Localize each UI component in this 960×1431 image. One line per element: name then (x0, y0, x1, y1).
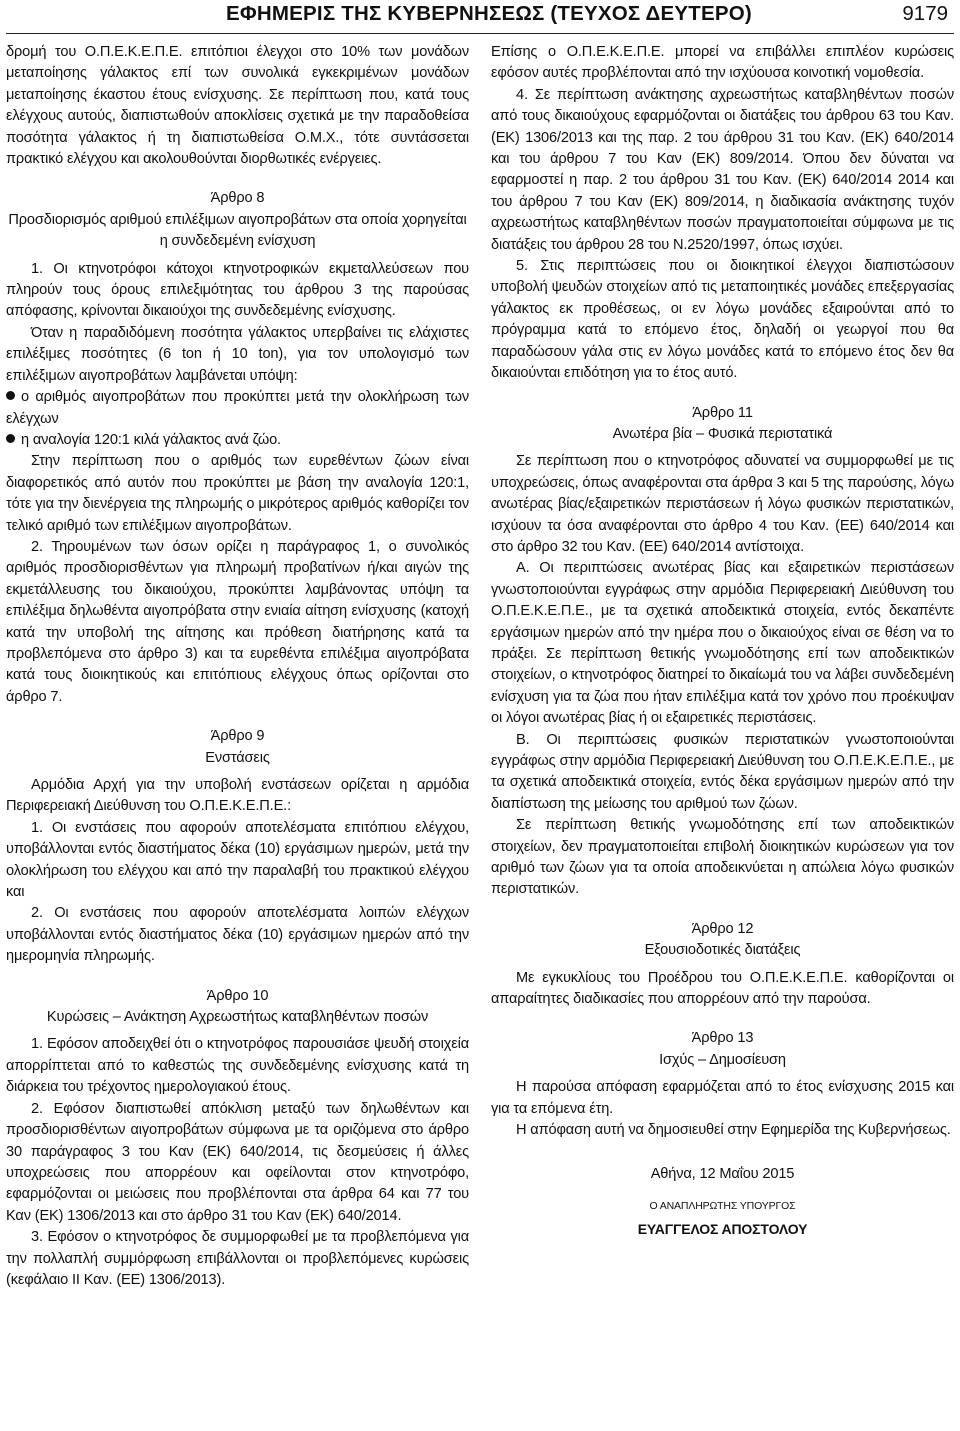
paragraph: 2. Τηρουμένων των όσων ορίζει η παράγραφος 1, ο συνολικός αριθμός προσδιορισθέντων για πληρωμή προβατίνων ή/και αιγών της εκμετάλλευσης του δικαιούχου, προκύπτει λαμβάνοντας υπόψη τα επιλέξιμα δηλωθέντα αιγοπρόβατα στην ενιαία αίτηση ενίσχυσης (κατοχή κατά την υποβολή της αίτησης και πρόθεση διατήρησης κατά τα προβλεπόμενα στο άρθρο 3) και τα ευρεθέντα επιλέξιμα αιγοπρόβατα κατά τους διοικητικούς και επιτόπιους ελέγχους όπως ορίζονται στο άρθρο 7. (6, 538, 469, 705)
article-10-heading (6, 986, 469, 1029)
article-number: Άρθρο 11 (692, 404, 753, 421)
article-9-heading (6, 726, 469, 769)
left-column (6, 42, 469, 1291)
article-11-heading (491, 403, 954, 446)
paragraph: 2. Εφόσον διαπιστωθεί απόκλιση μεταξύ των δηλωθέντων και προσδιορισθέντων αιγοπροβάτων σύμφωνα με τα οριζόμενα στο άρθρο 30 παράγραφος 3 του Καν (ΕΚ) 640/2014, τις δεσμεύσεις ή άλλες υποχρεώσεις που απορρέουν και οφείλονται στον κτηνοτρόφο, εφαρμόζονται οι μειώσεις που προβλέπονται στα άρθρα 64 και 77 του Καν (ΕΚ) 1306/2013 και στο άρθρο 31 του Καν (ΕΚ) 640/2014. (6, 1100, 469, 1224)
article-title: Ισχύς – Δημοσίευση (659, 1051, 786, 1068)
bullet-icon (6, 434, 15, 443)
paragraph: Η παρούσα απόφαση εφαρμόζεται από το έτος ενίσχυσης 2015 και για τα επόμενα έτη. (491, 1079, 954, 1117)
article-title: Εξουσιοδοτικές διατάξεις (644, 942, 801, 959)
paragraph: 1. Οι κτηνοτρόφοι κάτοχοι κτηνοτροφικών εκμεταλλεύσεων που πληρούν τους όρους επιλεξιμότητας του άρθρου 3 της παρούσας απόφασης, κρίνονται δικαιούχοι της συνδεδεμένης ενίσχυσης. (6, 260, 469, 320)
article-title: Προσδιορισμός αριθμού επιλέξιμων αιγοπροβάτων στα οποία χορηγείται η συνδεδεμένη ενίσχυση (8, 211, 467, 250)
bullet-item (6, 430, 469, 451)
bullet-item (6, 387, 469, 430)
bullet-icon (6, 391, 15, 400)
paragraph: Όταν η παραδιδόμενη ποσότητα γάλακτος υπερβαίνει τις ελάχιστες επιλέξιμες ποσότητες (6 ton ή 10 ton), για τον υπολογισμό των επιλέξιμων αιγοπροβάτων λαμβάνεται υπόψη: (6, 324, 469, 384)
paragraph: Σε περίπτωση θετικής γνωμοδότησης επί των αποδεικτικών στοιχείων, δεν πραγματοποιείται επιβολή διοικητικών κυρώσεων για τον αριθμό των ζώων για τα οποία αποδεικνύεται η απώλεια λόγω φυσικών περιστατικών. (491, 817, 954, 898)
paragraph: Επίσης ο Ο.Π.Ε.Κ.Ε.Π.Ε. μπορεί να επιβάλλει επιπλέον κυρώσεις εφόσον αυτές προβλέπονται από την ισχύουσα κοινοτική νομοθεσία. (491, 44, 954, 82)
article-number: Άρθρο 9 (210, 728, 265, 745)
paragraph: 4. Σε περίπτωση ανάκτησης αχρεωστήτως καταβληθέντων ποσών από τους δικαιούχους εφαρμόζονται οι διατάξεις του άρθρου 63 του Καν. (ΕΚ) 1306/2013 και της παρ. 2 του άρθρου 31 του Καν. (ΕΚ) 640/2014 και του άρθρου 7 του Καν (ΕΚ) 809/2014. Όπου δεν δύναται να εφαρμοστεί η παρ. 2 του άρθρου 31 του Καν. (ΕΚ) 640/2014 2014 και του άρθρου 7 του Καν (ΕΚ) 809/2014, η διαδικασία ανάκτησης τυχόν αχρεωστήτως καταβληθέντων ποσών πραγματοποιείται σύμφωνα με τις διατάξεις του άρθρου 28 του Ν.2520/1997, όπως ισχύει. (491, 86, 954, 253)
paragraph: 2. Οι ενστάσεις που αφορούν αποτελέσματα λοιπών ελέγχων υποβάλλονται εντός διαστήματος δέκα (10) εργάσιμων ημερών από την ημερομηνία πληρωμής. (6, 905, 469, 965)
paragraph: Σε περίπτωση που ο κτηνοτρόφος αδυνατεί να συμμορφωθεί με τις υποχρεώσεις, όπως αναφέρονται στα άρθρα 3 και 5 της παρούσης, λόγω ανωτέρας βίας/εξαιρετικών περιστάσεων ή λόγω φυσικών περιστατικών, ισχύουν τα όσα αναφέρονται στο άρθρο 4 του Καν. (ΕΕ) 640/2014 και στο άρθρο 32 του Καν. (ΕΕ) 640/2014 αντίστοιχα. (491, 453, 954, 555)
header-rule (6, 33, 954, 34)
right-column (491, 42, 954, 1240)
paragraph: Αρμόδια Αρχή για την υποβολή ενστάσεων ορίζεται η αρμόδια Περιφερειακή Διεύθυνση του Ο.Π.Ε.Κ.Ε.Π.Ε.: (6, 777, 469, 815)
bullet-text: ο αριθμός αιγοπροβάτων που προκύπτει μετά την ολοκλήρωση των ελέγχων (6, 389, 469, 427)
article-number: Άρθρο 10 (206, 987, 269, 1004)
signer-role: Ο ΑΝΑΠΛΗΡΩΤΗΣ ΥΠΟΥΡΓΟΣ (649, 1199, 796, 1212)
paragraph: Α. Οι περιπτώσεις ανωτέρας βίας και εξαιρετικών περιστάσεων γνωστοποιούνται εγγράφως στην αρμόδια Περιφερειακή Διεύθυνση του Ο.Π.Ε.Κ.Ε.Π.Ε., με τα σχετικά αποδεικτικά στοιχεία, εντός δεκαπέντε εργάσιμων ημερών από την ημέρα που ο δικαιούχος είναι σε θέση να το πράξει. Σε περίπτωση θετικής γνωμοδότησης επί των αποδεικτικών στοιχείων, ο κτηνοτρόφος διατηρεί το δικαίωμά του να λάβει συνδεδεμένη ενίσχυση για τα ζώα που ήταν επιλέξιμα κατά τον χρόνο που προέκυψαν οι λόγοι ανωτέρας βίας ή οι εξαιρετικές περιστάσεις. (491, 560, 954, 727)
paragraph: Β. Οι περιπτώσεις φυσικών περιστατικών γνωστοποιούνται εγγράφως στην αρμόδια Περιφερειακή Διεύθυνση του Ο.Π.Ε.Κ.Ε.Π.Ε., με τα σχετικά αποδεικτικά στοιχεία, εντός δέκα εργάσιμων ημερών από την διαπίστωση της μείωσης του αριθμού των ζώων. (491, 731, 954, 812)
article-8-heading (6, 188, 469, 252)
paragraph: 1. Οι ενστάσεις που αφορούν αποτελέσματα επιτόπιου ελέγχου, υποβάλλονται εντός διαστήματος δέκα (10) εργάσιμων ημερών, μετά την ολοκλήρωση του ελέγχου και από την παραλαβή του πρακτικού ελέγχου και (6, 819, 469, 901)
bullet-text: η αναλογία 120:1 κιλά γάλακτος ανά ζώο. (21, 431, 281, 448)
signer-name: ΕΥΑΓΓΕΛΟΣ ΑΠΟΣΤΟΛΟΥ (637, 1220, 808, 1237)
signing-date: Αθήνα, 12 Μαΐου 2015 (650, 1165, 795, 1182)
paragraph: Η απόφαση αυτή να δημοσιευθεί στην Εφημερίδα της Κυβερνήσεως. (516, 1122, 951, 1139)
paragraph: 1. Εφόσον αποδειχθεί ότι ο κτηνοτρόφος παρουσιάσε ψευδή στοιχεία απορρίπτεται από το καθεστώς της συνδεδεμένης ενίσχυσης κατά τη διάρκεια του τρέχοντος ημερολογιακού έτους. (6, 1036, 469, 1096)
article-13-heading (491, 1028, 954, 1071)
article-number: Άρθρο 12 (691, 920, 754, 937)
article-number: Άρθρο 13 (691, 1030, 754, 1047)
paragraph: 3. Εφόσον ο κτηνοτρόφος δε συμμορφωθεί με τα προβλεπόμενα για την πολλαπλή συμμόρφωση επιβάλλονται οι προβλεπόμενες κυρώσεις (κεφάλαιο ΙΙ Καν. (ΕΕ) 1306/2013). (6, 1229, 469, 1288)
article-number: Άρθρο 8 (210, 190, 265, 207)
paragraph: Με εγκυκλίους του Προέδρου του Ο.Π.Ε.Κ.Ε.Π.Ε. καθορίζονται οι απαραίτητες διαδικασίες που απορρέουν από την παρούσα. (491, 969, 954, 1008)
article-title: Ανωτέρα βία – Φυσικά περιστατικά (612, 425, 833, 442)
page-number: 9179 (902, 2, 948, 25)
paragraph: 5. Στις περιπτώσεις που οι διοικητικοί έλεγχοι διαπιστώσουν υποβολή ψευδών στοιχείων από τις μεταποιητικές μονάδες επεξεργασίας γάλακτος εκ προθέσεως, οι εν λόγω μονάδες εξαιρούνται από το πρόγραμμα κατά το επόμενο έτος, δηλαδή οι γεωργοί που θα παραδώσουν γάλα στις εν λόγω μονάδες κατά το επόμενο έτος δεν θα δικαιούνται επιδότηση για το έτος αυτό. (491, 258, 954, 382)
article-title: Ενστάσεις (205, 749, 270, 766)
gazette-title: ΕΦΗΜΕΡΙΣ ΤΗΣ ΚΥΒΕΡΝΗΣΕΩΣ (ΤΕΥΧΟΣ ΔΕΥΤΕΡΟ) (226, 2, 752, 25)
paragraph: Στην περίπτωση που ο αριθμός των ευρεθέντων ζώων είναι διαφορετικός από αυτόν που προκύπτει με βάση την αναλογία 120:1, τότε για την διενέργεια της πληρωμής ο μικρότερος αριθμός καθορίζει τον τελικό αριθμό των επιλέξιμων αιγοπροβάτων. (6, 453, 469, 534)
article-title: Κυρώσεις – Ανάκτηση Αχρεωστήτως καταβληθέντων ποσών (46, 1009, 429, 1026)
page-header (0, 0, 960, 40)
paragraph: δρομή του Ο.Π.Ε.Κ.Ε.Π.Ε. επιτόπιοι έλεγχοι στο 10% των μονάδων μεταποίησης γάλακτος επί των συνολικά εγκεκριμένων μονάδων μεταποίησης έκαστου έτους ενίσχυσης. Σε περίπτωση που, κατά τους ελέγχους αυτούς, διαπιστωθούν αποκλίσεις σχετικά με την παραδοθείσα ποσότητα γάλακτος ή τη διαπιστωθείσα Ο.Μ.Χ., τότε συντάσσεται πρακτικό ελέγχου και ακολουθούνται διορθωτικές ενέργειες. (6, 44, 469, 168)
article-12-heading (491, 919, 954, 962)
